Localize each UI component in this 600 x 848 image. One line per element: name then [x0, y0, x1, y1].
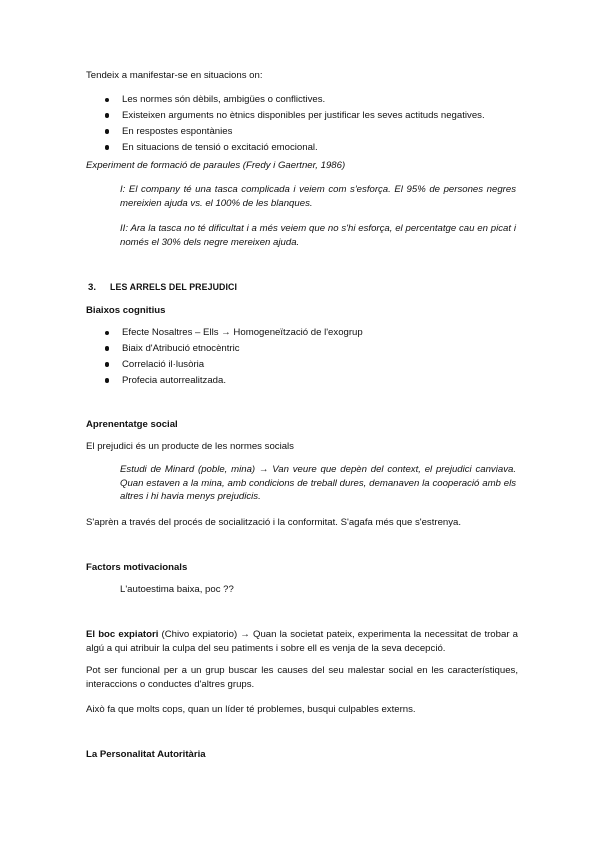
- list-item: Correlació il·lusòria: [86, 358, 518, 372]
- section-heading: [86, 281, 518, 295]
- section-number: 3.: [88, 282, 97, 293]
- boc-paragraph-3: Això fa que molts cops, quan un líder té problemes, busqui culpables externs.: [86, 704, 416, 715]
- aprenentatge-text: El prejudici és un producte de les normes socials: [86, 441, 294, 452]
- minard-study: Estudi de Minard (poble, mina) → Van veure que depèn del context, el prejudici canviava. Quan estaven a la mina, amb condicions de treball dures, demanaven la cooperació amb els altres i hi havia menys prejudicis.: [120, 464, 516, 503]
- biaixos-list: [86, 326, 518, 390]
- personalitat-heading: La Personalitat Autoritària: [86, 749, 206, 760]
- list-item: En situacions de tensió o excitació emocional.: [86, 141, 518, 155]
- experiment-case-1: I: El company té una tasca complicada i veiem com s'esforça. El 95% de persones negres mereixien ajuda vs. el 100% de les blanques.: [120, 184, 516, 209]
- biaixos-heading: Biaixos cognitius: [86, 305, 166, 316]
- boc-paragraph-2: Pot ser funcional per a un grup buscar les causes del seu malestar social en les característiques, interaccions o conductes d'altres grups.: [86, 665, 518, 690]
- list-item: Efecte Nosaltres – Ells → Homogeneïtzació de l'exogrup: [86, 326, 518, 340]
- list-item: Les normes són dèbils, ambigües o conflictives.: [86, 93, 518, 107]
- socialization-text: S'aprèn a través del procés de socialització i la conformitat. S'agafa més que s'estrenya.: [86, 517, 462, 528]
- boc-term: El boc expiatori: [86, 629, 159, 640]
- list-item: En respostes espontànies: [86, 125, 518, 139]
- situations-list: [86, 93, 518, 157]
- boc-definition: (Chivo expiatorio) → Quan la societat pateix, experimenta la necessitat de trobar a algú a qui atribuir la culpa del seu patiments i sobre ell es venja de la seva decepció.: [86, 629, 518, 654]
- list-item: Existeixen arguments no ètnics disponibles per justificar les seves actituds negatives.: [86, 109, 518, 123]
- autoestima-text: L'autoestima baixa, poc ??: [120, 584, 234, 595]
- boc-paragraph: [86, 628, 518, 655]
- experiment-case-2: II: Ara la tasca no té dificultat i a més veiem que no s'hi esforça, el percentatge cau en picat i només el 30% dels negre mereixen ajuda.: [120, 223, 516, 248]
- motivacionals-heading: Factors motivacionals: [86, 562, 188, 573]
- experiment-title: Experiment de formació de paraules (Fredy i Gaertner, 1986): [86, 160, 346, 171]
- aprenentatge-heading: Aprenentatge social: [86, 419, 178, 430]
- section-title: LES ARRELS DEL PREJUDICI: [110, 282, 238, 292]
- list-item: Biaix d'Atribució etnocèntric: [86, 342, 518, 356]
- intro-text: Tendeix a manifestar-se en situacions on:: [86, 70, 263, 81]
- list-item: Profecia autorrealitzada.: [86, 374, 518, 388]
